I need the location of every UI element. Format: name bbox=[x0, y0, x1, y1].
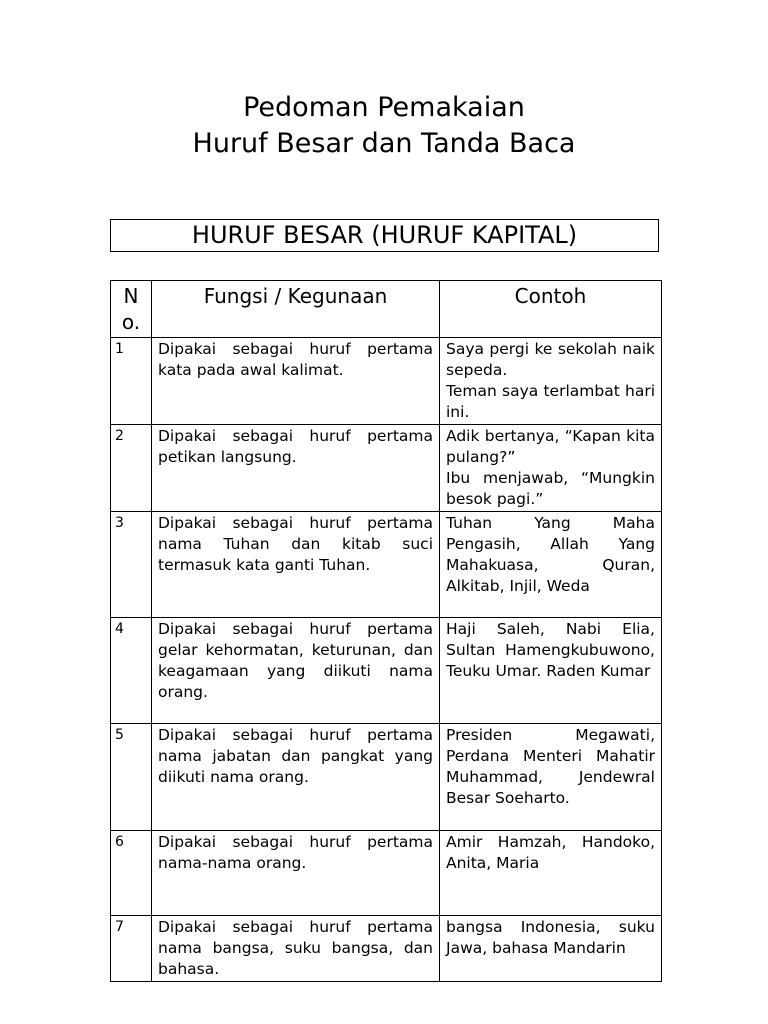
contoh-line: Haji Saleh, Nabi Elia, Sultan Hamengkubuwono, Teuku Umar. Raden Kumar bbox=[446, 620, 655, 680]
table-header-row bbox=[111, 281, 662, 338]
contoh-line: Tuhan Yang Maha Pengasih, Allah Yang Mahakuasa, Quran, Alkitab, Injil, Weda bbox=[446, 514, 655, 595]
row-fungsi: Dipakai sebagai huruf pertama nama jabatan dan pangkat yang diikuti nama orang. bbox=[152, 724, 440, 831]
contoh-line: Teman saya terlambat hari ini. bbox=[446, 382, 655, 421]
row-contoh bbox=[440, 618, 662, 724]
contoh-line: Adik bertanya, “Kapan kita pulang?” bbox=[446, 427, 655, 466]
table-row bbox=[111, 724, 662, 831]
table-row bbox=[111, 338, 662, 425]
contoh-line: Ibu menjawab, “Mungkin besok pagi.” bbox=[446, 469, 655, 508]
row-contoh bbox=[440, 338, 662, 425]
header-no-line1: N bbox=[123, 284, 139, 308]
document-title bbox=[0, 90, 768, 162]
contoh-line: Presiden Megawati, Perdana Menteri Mahatir Muhammad, Jendewral Besar Soeharto. bbox=[446, 726, 655, 807]
row-number: 2 bbox=[111, 425, 152, 512]
row-number: 4 bbox=[111, 618, 152, 724]
row-contoh bbox=[440, 831, 662, 916]
row-fungsi: Dipakai sebagai huruf pertama petikan langsung. bbox=[152, 425, 440, 512]
row-contoh bbox=[440, 916, 662, 982]
header-no bbox=[111, 281, 152, 338]
contoh-line: Amir Hamzah, Handoko, Anita, Maria bbox=[446, 833, 655, 872]
row-contoh bbox=[440, 724, 662, 831]
row-fungsi: Dipakai sebagai huruf pertama kata pada awal kalimat. bbox=[152, 338, 440, 425]
row-fungsi: Dipakai sebagai huruf pertama nama-nama orang. bbox=[152, 831, 440, 916]
row-fungsi: Dipakai sebagai huruf pertama nama bangsa, suku bangsa, dan bahasa. bbox=[152, 916, 440, 982]
header-fungsi: Fungsi / Kegunaan bbox=[152, 281, 440, 338]
title-line-1: Pedoman Pemakaian bbox=[243, 92, 525, 123]
row-fungsi: Dipakai sebagai huruf pertama nama Tuhan dan kitab suci termasuk kata ganti Tuhan. bbox=[152, 512, 440, 618]
table-row bbox=[111, 618, 662, 724]
header-no-line2: o. bbox=[121, 310, 141, 334]
table-row bbox=[111, 831, 662, 916]
header-contoh: Contoh bbox=[440, 281, 662, 338]
row-contoh bbox=[440, 512, 662, 618]
table-row bbox=[111, 512, 662, 618]
row-number: 5 bbox=[111, 724, 152, 831]
contoh-line: bangsa Indonesia, suku Jawa, bahasa Mandarin bbox=[446, 918, 655, 957]
row-number: 1 bbox=[111, 338, 152, 425]
row-number: 7 bbox=[111, 916, 152, 982]
contoh-line: Saya pergi ke sekolah naik sepeda. bbox=[446, 340, 655, 379]
row-contoh bbox=[440, 425, 662, 512]
row-number: 6 bbox=[111, 831, 152, 916]
table-row bbox=[111, 916, 662, 982]
rules-table bbox=[110, 280, 662, 982]
row-number: 3 bbox=[111, 512, 152, 618]
section-heading: HURUF BESAR (HURUF KAPITAL) bbox=[110, 219, 659, 252]
row-fungsi: Dipakai sebagai huruf pertama gelar kehormatan, keturunan, dan keagamaan yang diikuti nama orang. bbox=[152, 618, 440, 724]
table-row bbox=[111, 425, 662, 512]
title-line-2: Huruf Besar dan Tanda Baca bbox=[192, 128, 576, 159]
